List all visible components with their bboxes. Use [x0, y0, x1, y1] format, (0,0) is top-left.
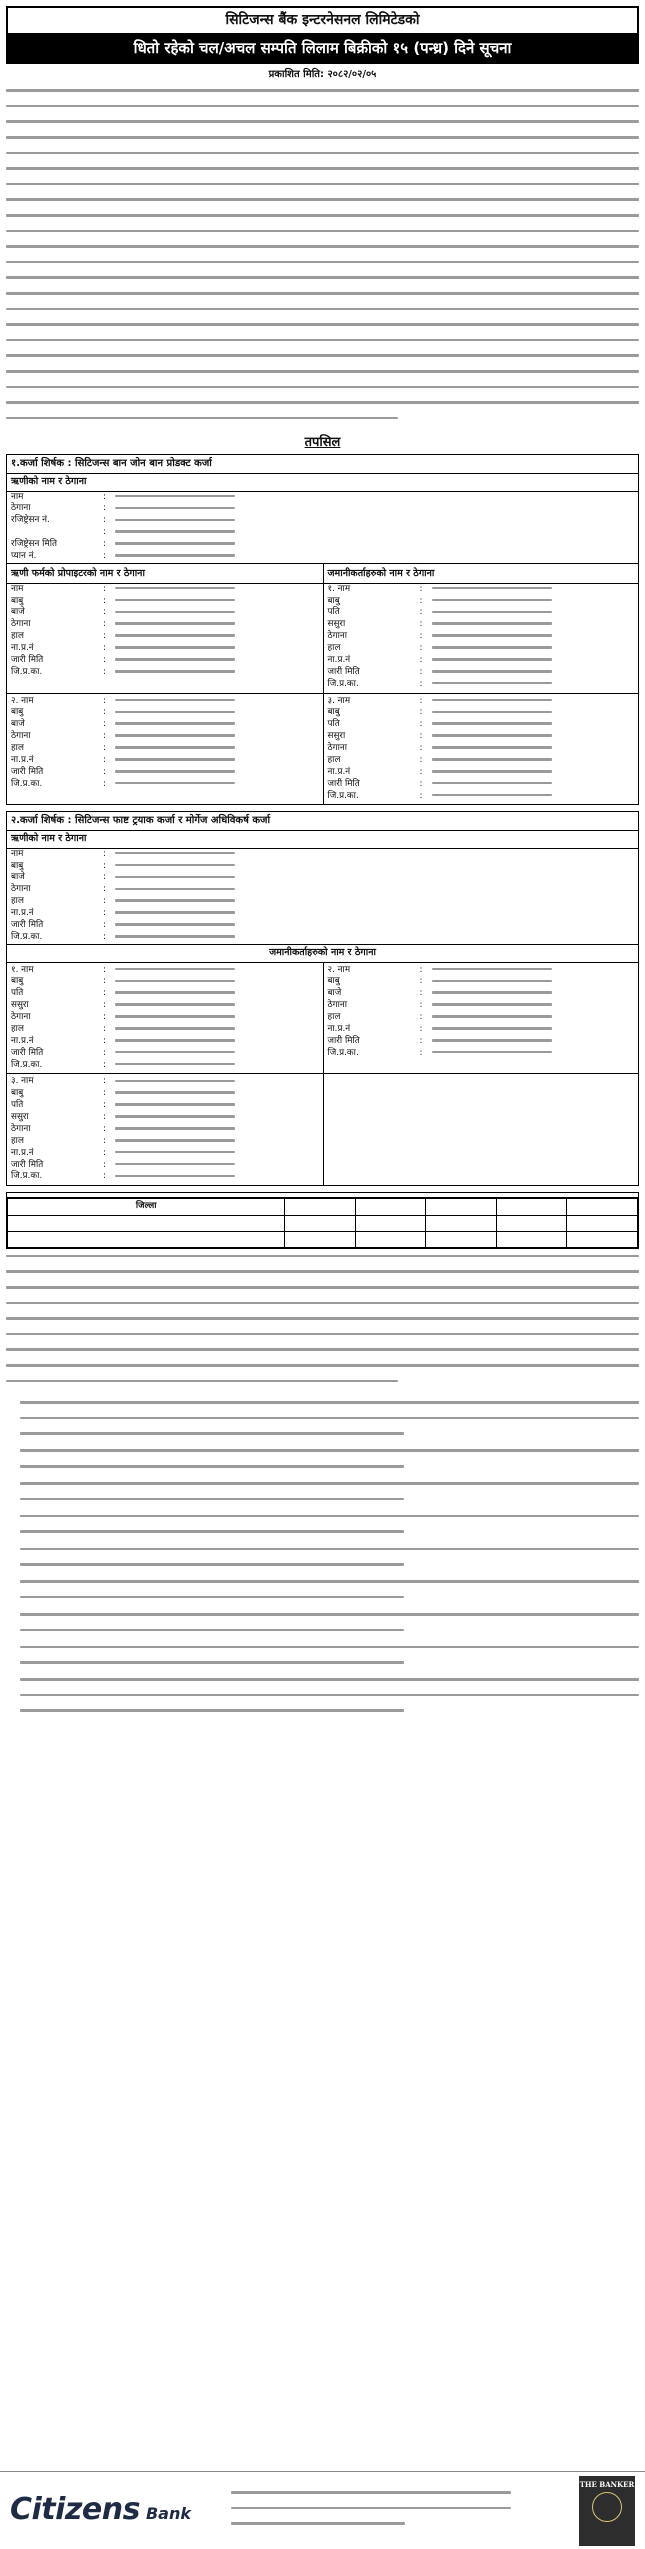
proprietor-heading: ऋणी फर्मको प्रोपाइटरको नाम र ठेगाना	[7, 566, 323, 584]
field-label: बाबु	[327, 976, 340, 987]
field-colon	[103, 884, 115, 896]
field-value	[115, 1076, 319, 1088]
field-colon	[103, 755, 115, 767]
field-colon	[420, 667, 432, 679]
loan-2-guarantor-1	[7, 965, 323, 1072]
field-value	[115, 731, 319, 743]
field-colon	[420, 965, 432, 977]
field-colon	[420, 1000, 432, 1012]
terms-item	[6, 1397, 639, 1445]
field-label: बाजे	[11, 719, 25, 730]
field-value	[115, 1124, 319, 1136]
field-label: जारी मिति	[327, 666, 360, 677]
field-label: नाम	[11, 848, 24, 859]
field-colon	[103, 767, 115, 779]
field-value	[432, 584, 635, 596]
field-colon	[420, 619, 432, 631]
field-label: पति	[327, 607, 340, 618]
medal-icon	[592, 2492, 622, 2522]
field-label: पति	[11, 1100, 24, 1111]
table-cell	[8, 1215, 285, 1231]
field-label: बाबु	[11, 1088, 24, 1099]
field-value	[115, 920, 634, 932]
field-label: जि.प्र.का.	[11, 1171, 43, 1182]
field-colon	[420, 791, 432, 803]
field-label: हाल	[327, 643, 341, 653]
field-label: हाल	[11, 1135, 24, 1146]
loan-2-guarantor-3	[7, 1076, 323, 1183]
field-colon	[420, 679, 432, 691]
field-value	[115, 655, 319, 667]
field-label	[11, 527, 103, 539]
field-value	[115, 719, 319, 731]
field-value	[432, 596, 635, 608]
field-label: हाल	[11, 896, 24, 907]
field-value	[432, 731, 635, 743]
field-colon	[103, 976, 115, 988]
field-colon	[420, 779, 432, 791]
field-colon	[103, 527, 115, 539]
field-colon	[103, 655, 115, 667]
field-value	[115, 908, 634, 920]
field-colon	[103, 1036, 115, 1048]
field-label: ना.प्र.नं	[11, 1147, 34, 1158]
field-label: १. नाम	[327, 583, 351, 594]
field-label: २. नाम	[11, 695, 34, 706]
field-value	[115, 976, 319, 988]
field-colon	[420, 1012, 432, 1024]
field-label: ठेगाना	[327, 631, 348, 642]
field-label: जि.प्र.का.	[11, 778, 43, 789]
guarantor-heading: जमानीकर्ताहरुको नाम र ठेगाना	[324, 566, 639, 584]
field-value	[115, 1036, 319, 1048]
field-label: जारी मिति	[11, 766, 44, 777]
terms-item	[6, 1641, 639, 1674]
field-colon	[420, 643, 432, 655]
guarantor-2-details	[7, 696, 323, 791]
field-label: हाल	[327, 754, 341, 765]
table-cell	[496, 1231, 567, 1247]
field-colon	[103, 1148, 115, 1160]
field-colon	[420, 719, 432, 731]
field-colon	[420, 1036, 432, 1048]
notice-title: धितो रहेको चल/अचल सम्पति लिलाम बिक्रीको १५ (पन्ध्र) दिने सूचना	[8, 34, 637, 62]
field-label: ठेगाना	[11, 731, 31, 742]
loan-1-box	[6, 454, 639, 805]
terms-item	[6, 1510, 639, 1543]
table-cell	[567, 1231, 638, 1247]
field-value	[115, 515, 634, 527]
property-box	[6, 1192, 639, 1249]
terms-list	[6, 1397, 639, 1722]
field-label: जि.प्र.का.	[11, 1059, 43, 1070]
field-value	[115, 1171, 319, 1183]
table-cell	[567, 1215, 638, 1231]
loan-1-firm-heading: ऋणीको नाम र ठेगाना	[7, 474, 638, 492]
field-colon	[420, 655, 432, 667]
field-label: ना.प्र.नं	[11, 1035, 34, 1046]
field-value	[115, 607, 319, 619]
field-colon	[103, 719, 115, 731]
field-value	[432, 607, 635, 619]
field-label: पति	[11, 988, 24, 999]
field-label: नाम	[11, 491, 24, 502]
loan-1-heading: १.कर्जा शिर्षक : सिटिजन्स बान जोन बान प्रोडक्ट कर्जा	[7, 455, 638, 474]
field-colon	[420, 755, 432, 767]
field-label: हाल	[327, 1012, 341, 1022]
loan-2-guarantor-3-row	[7, 1073, 638, 1185]
field-colon	[103, 779, 115, 791]
field-colon	[103, 988, 115, 1000]
table-cell	[426, 1215, 497, 1231]
field-colon	[420, 988, 432, 1000]
terms-item	[6, 1674, 639, 1722]
publish-date: प्रकाशित मिति: २०८२/०२/०५	[268, 69, 377, 81]
notice-body	[6, 1255, 639, 1391]
guarantor-1-details	[324, 584, 639, 691]
award-badge	[579, 2476, 635, 2546]
field-value	[115, 584, 319, 596]
table-row	[8, 1215, 638, 1231]
field-colon	[103, 965, 115, 977]
field-colon	[103, 607, 115, 619]
footer	[0, 2471, 645, 2549]
field-label: ना.प्र.नं	[11, 908, 34, 919]
org-name: सिटिजन्स बैंक इन्टरनेसनल लिमिटेडको	[8, 8, 637, 34]
field-label: बाबु	[11, 860, 24, 871]
field-colon	[420, 743, 432, 755]
field-label: जारी मिति	[11, 1159, 44, 1170]
field-label: प्यान नं.	[11, 550, 37, 561]
loan-1-firm-details	[7, 492, 638, 563]
field-value	[115, 872, 634, 884]
field-value	[432, 779, 635, 791]
loan-1-guarantors-2-3	[7, 693, 638, 805]
field-value	[115, 551, 634, 563]
field-label: ना.प्र.नं	[327, 766, 351, 777]
field-value	[115, 1048, 319, 1060]
loan-2-heading: २.कर्जा शिर्षक : सिटिजन्स फाष्ट ट्रयाक कर्जा र मोर्गेज अधिविकर्ष कर्जा	[7, 812, 638, 831]
field-value	[432, 791, 635, 803]
field-value	[115, 1012, 319, 1024]
field-colon	[103, 515, 115, 527]
field-colon	[103, 932, 115, 944]
loan-2-guarantor-heading: जमानीकर्ताहरुको नाम र ठेगाना	[7, 944, 638, 963]
field-colon	[103, 731, 115, 743]
field-label: जि.प्र.का.	[327, 1047, 359, 1058]
column-header: जिल्ला	[8, 1199, 285, 1216]
field-label: जि.प्र.का.	[11, 666, 43, 677]
terms-item	[6, 1445, 639, 1478]
field-label: बाबु	[11, 976, 24, 987]
field-colon	[420, 707, 432, 719]
table-cell	[355, 1231, 426, 1247]
guarantor-3-details	[324, 696, 639, 803]
notice-header	[6, 6, 639, 64]
field-colon	[103, 1100, 115, 1112]
field-colon	[103, 1076, 115, 1088]
field-label: हाल	[11, 743, 24, 753]
field-colon	[420, 767, 432, 779]
terms-item	[6, 1543, 639, 1576]
loan-1-parties	[7, 563, 638, 693]
field-label: जारी मिति	[11, 1047, 44, 1058]
field-value	[115, 849, 634, 861]
column-header	[426, 1199, 497, 1216]
citizens-bank-logo	[10, 2490, 191, 2531]
schedule-title: तपसिल	[304, 434, 341, 450]
table-cell	[285, 1231, 356, 1247]
field-value	[115, 755, 319, 767]
field-value	[432, 988, 635, 1000]
field-value	[115, 1112, 319, 1124]
field-colon	[103, 1112, 115, 1124]
field-label: ना.प्र.नं	[11, 643, 34, 653]
field-label: जि.प्र.का.	[327, 678, 359, 689]
table-cell	[496, 1215, 567, 1231]
field-value	[115, 1024, 319, 1036]
field-colon	[103, 631, 115, 643]
field-value	[115, 492, 634, 504]
field-label: जारी मिति	[327, 1035, 360, 1046]
field-colon	[103, 849, 115, 861]
field-label: रजिष्ट्रेसन नं.	[11, 515, 50, 526]
column-header	[285, 1199, 356, 1216]
field-label: जारी मिति	[11, 919, 44, 930]
field-value	[432, 1000, 635, 1012]
field-value	[115, 1160, 319, 1172]
field-label: बाबु	[11, 595, 24, 606]
table-cell	[285, 1215, 356, 1231]
field-value	[115, 1060, 319, 1072]
field-value	[115, 861, 634, 873]
field-label: ठेगाना	[11, 1012, 31, 1022]
field-colon	[103, 1124, 115, 1136]
field-label: बाजे	[327, 988, 342, 999]
field-value	[115, 896, 634, 908]
field-colon	[420, 731, 432, 743]
field-colon	[420, 1024, 432, 1036]
field-value	[115, 884, 634, 896]
field-colon	[103, 492, 115, 504]
field-value	[115, 707, 319, 719]
terms-item	[6, 1478, 639, 1511]
field-value	[115, 932, 634, 944]
field-value	[432, 1012, 635, 1024]
field-value	[115, 667, 319, 679]
column-header	[567, 1199, 638, 1216]
field-value	[432, 619, 635, 631]
field-colon	[103, 1012, 115, 1024]
field-value	[432, 743, 635, 755]
field-colon	[103, 551, 115, 563]
field-label: ठेगाना	[11, 884, 31, 895]
field-label: ससुरा	[327, 731, 346, 742]
field-value	[115, 1000, 319, 1012]
field-colon	[103, 707, 115, 719]
field-colon	[420, 584, 432, 596]
field-value	[432, 719, 635, 731]
field-label: ससुरा	[327, 619, 346, 630]
field-value	[432, 679, 635, 691]
loan-2-guarantors	[7, 963, 638, 1074]
field-colon	[103, 596, 115, 608]
table-cell	[8, 1231, 285, 1247]
proprietor-details	[7, 584, 323, 679]
field-label: ठेगाना	[11, 1123, 31, 1134]
field-label: ना.प्र.नं	[327, 1023, 351, 1034]
terms-item	[6, 1608, 639, 1641]
loan-2-borrower-heading: ऋणीको नाम र ठेगाना	[7, 831, 638, 849]
field-colon	[420, 596, 432, 608]
field-value	[115, 743, 319, 755]
field-label: ससुरा	[11, 1000, 29, 1011]
field-label: हाल	[11, 1023, 24, 1034]
field-value	[115, 965, 319, 977]
field-label: ससुरा	[11, 1112, 29, 1122]
field-value	[432, 643, 635, 655]
field-label: जि.प्र.का.	[11, 931, 43, 942]
field-colon	[103, 872, 115, 884]
field-value	[115, 596, 319, 608]
contact-block	[231, 2486, 511, 2534]
field-value	[115, 779, 319, 791]
field-colon	[103, 503, 115, 515]
loan-2-guarantor-2	[324, 965, 639, 1060]
field-colon	[103, 1171, 115, 1183]
award-title: THE BANKER	[579, 2479, 635, 2489]
table-row	[8, 1231, 638, 1247]
field-colon	[103, 667, 115, 679]
field-colon	[103, 896, 115, 908]
field-value	[115, 619, 319, 631]
field-label: बाजे	[11, 872, 25, 883]
field-colon	[103, 1060, 115, 1072]
field-label: ना.प्र.नं	[11, 754, 34, 765]
field-label: रजिष्ट्रेसन मिति	[11, 539, 57, 550]
field-label: बाजे	[11, 607, 25, 618]
field-value	[432, 767, 635, 779]
field-colon	[103, 1048, 115, 1060]
field-colon	[420, 631, 432, 643]
field-value	[115, 1088, 319, 1100]
field-value	[432, 1036, 635, 1048]
field-value	[432, 696, 635, 708]
terms-item	[6, 1576, 639, 1609]
field-value	[432, 707, 635, 719]
field-colon	[103, 908, 115, 920]
field-label: ३. नाम	[11, 1076, 34, 1087]
field-value	[432, 965, 635, 977]
field-label: ठेगाना	[327, 1000, 348, 1011]
field-label: २. नाम	[327, 964, 351, 975]
field-label: ना.प्र.नं	[327, 654, 351, 665]
field-label: हाल	[11, 631, 24, 642]
intro-paragraph	[6, 89, 639, 427]
field-label: जारी मिति	[11, 654, 44, 665]
field-value	[115, 503, 634, 515]
logo-subtext: Bank	[145, 2504, 191, 2524]
field-value	[115, 1136, 319, 1148]
field-colon	[103, 643, 115, 655]
field-label: ठेगाना	[11, 619, 31, 630]
field-label: ३. नाम	[327, 695, 351, 706]
field-value	[432, 1048, 635, 1060]
field-value	[115, 696, 319, 708]
field-label: बाबु	[327, 595, 340, 606]
logo-wordmark: Citizens	[10, 2492, 140, 2528]
field-value	[432, 655, 635, 667]
field-colon	[103, 1024, 115, 1036]
field-label: ठेगाना	[327, 743, 348, 753]
field-label: बाबु	[327, 707, 340, 718]
field-label: ठेगाना	[11, 503, 31, 514]
field-value	[115, 539, 634, 551]
field-colon	[103, 1136, 115, 1148]
field-colon	[103, 1000, 115, 1012]
field-value	[115, 527, 634, 539]
field-colon	[103, 539, 115, 551]
field-colon	[103, 743, 115, 755]
field-value	[432, 631, 635, 643]
column-header	[355, 1199, 426, 1216]
field-colon	[103, 1160, 115, 1172]
field-colon	[420, 696, 432, 708]
field-value	[115, 631, 319, 643]
property-table	[7, 1198, 638, 1248]
table-cell	[426, 1231, 497, 1247]
loan-2-box	[6, 811, 639, 1186]
table-cell	[355, 1215, 426, 1231]
field-colon	[103, 696, 115, 708]
field-value	[432, 976, 635, 988]
field-label: जारी मिति	[327, 778, 360, 789]
field-colon	[420, 1048, 432, 1060]
field-colon	[103, 619, 115, 631]
field-value	[115, 1100, 319, 1112]
field-value	[432, 667, 635, 679]
field-label: जि.प्र.का.	[327, 790, 359, 801]
column-header	[496, 1199, 567, 1216]
field-value	[115, 643, 319, 655]
field-colon	[420, 976, 432, 988]
field-colon	[103, 920, 115, 932]
field-value	[432, 1024, 635, 1036]
field-label: १. नाम	[11, 964, 34, 975]
field-value	[115, 1148, 319, 1160]
field-label: पति	[327, 719, 340, 730]
loan-2-borrower-details	[7, 849, 638, 944]
field-label: बाबु	[11, 707, 24, 718]
field-colon	[103, 584, 115, 596]
field-value	[115, 767, 319, 779]
field-colon	[420, 607, 432, 619]
field-value	[432, 755, 635, 767]
field-value	[115, 988, 319, 1000]
field-colon	[103, 861, 115, 873]
field-label: नाम	[11, 583, 24, 594]
field-colon	[103, 1088, 115, 1100]
